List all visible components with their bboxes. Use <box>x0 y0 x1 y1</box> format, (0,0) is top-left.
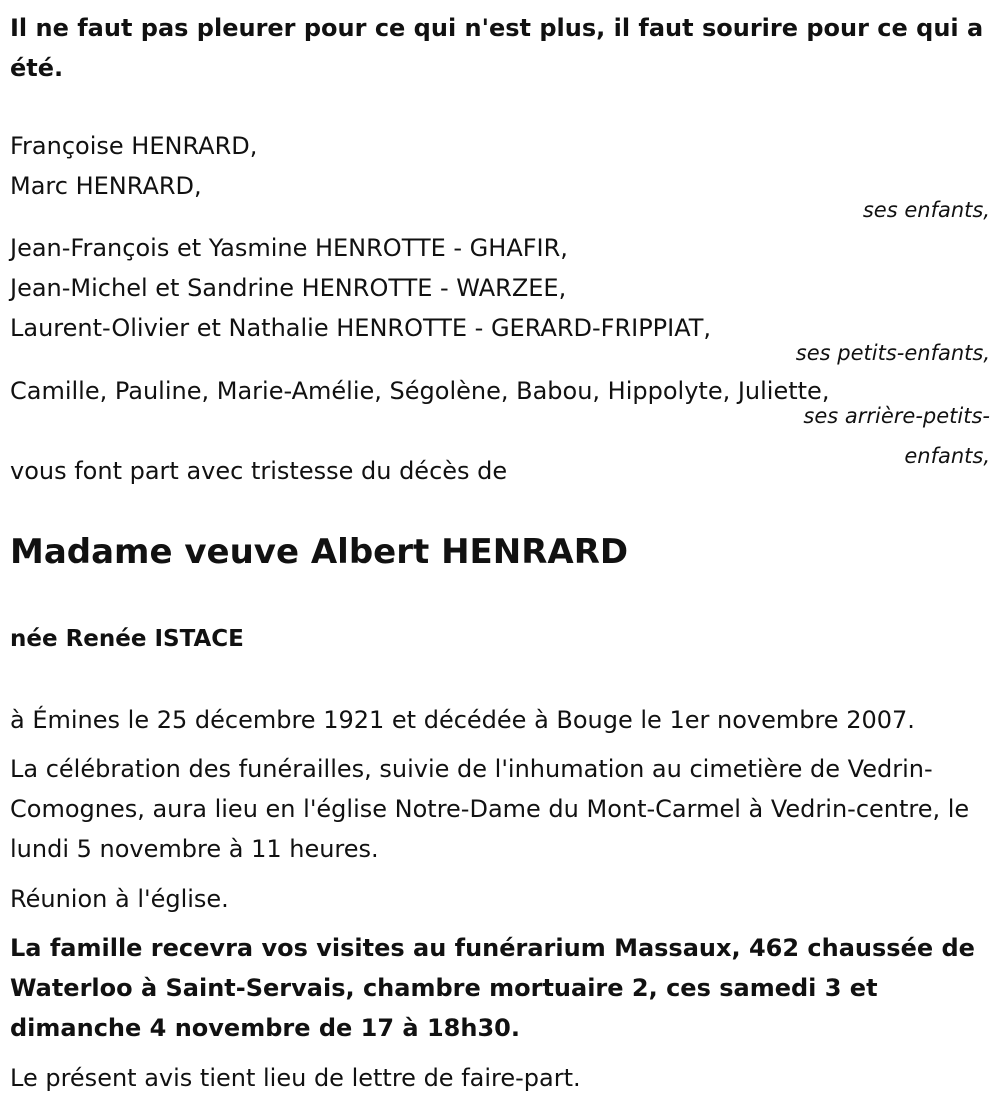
great-grandchildren-label-2: enfants, <box>904 444 990 468</box>
meeting: Réunion à l'église. <box>10 885 229 913</box>
dates: à Émines le 25 décembre 1921 et décédée à Bouge le 1er novembre 2007. <box>10 706 915 734</box>
ceremony: La célébration des funérailles, suivie de l'inhumation au cimetière de Vedrin-Comognes, aura lieu en l'église Notre-Dame du Mont-Carmel à Vedrin-centre, le lundi 5 novembre à 11 heures. <box>10 755 970 863</box>
children-label: ses enfants, <box>862 198 990 222</box>
grandchild-1: Jean-François et Yasmine HENROTTE - GHAFIR, <box>10 234 568 262</box>
grandchildren-label: ses petits-enfants, <box>795 341 990 365</box>
deceased-name: Madame veuve Albert HENRARD <box>10 532 629 572</box>
visits: La famille recevra vos visites au funérarium Massaux, 462 chaussée de Waterloo à Saint-Servais, chambre mortuaire 2, ces samedi 3 et dimanche 4 novembre de 17 à 18h30. <box>10 934 975 1042</box>
birth-name: née Renée ISTACE <box>10 626 244 652</box>
grandchild-3: Laurent-Olivier et Nathalie HENROTTE - GERARD-FRIPPIAT, <box>10 314 712 342</box>
closing: Le présent avis tient lieu de lettre de faire-part. <box>10 1064 581 1092</box>
child-2: Marc HENRARD, <box>10 172 202 200</box>
great-grandchildren: Camille, Pauline, Marie-Amélie, Ségolène, Babou, Hippolyte, Juliette, <box>10 377 830 405</box>
announcement: vous font part avec tristesse du décès de <box>10 457 508 485</box>
quote: Il ne faut pas pleurer pour ce qui n'est plus, il faut sourire pour ce qui a été. <box>10 14 984 82</box>
great-grandchildren-label-1: ses arrière-petits- <box>803 404 990 428</box>
grandchild-2: Jean-Michel et Sandrine HENROTTE - WARZEE, <box>10 274 567 302</box>
child-1: Françoise HENRARD, <box>10 132 258 160</box>
